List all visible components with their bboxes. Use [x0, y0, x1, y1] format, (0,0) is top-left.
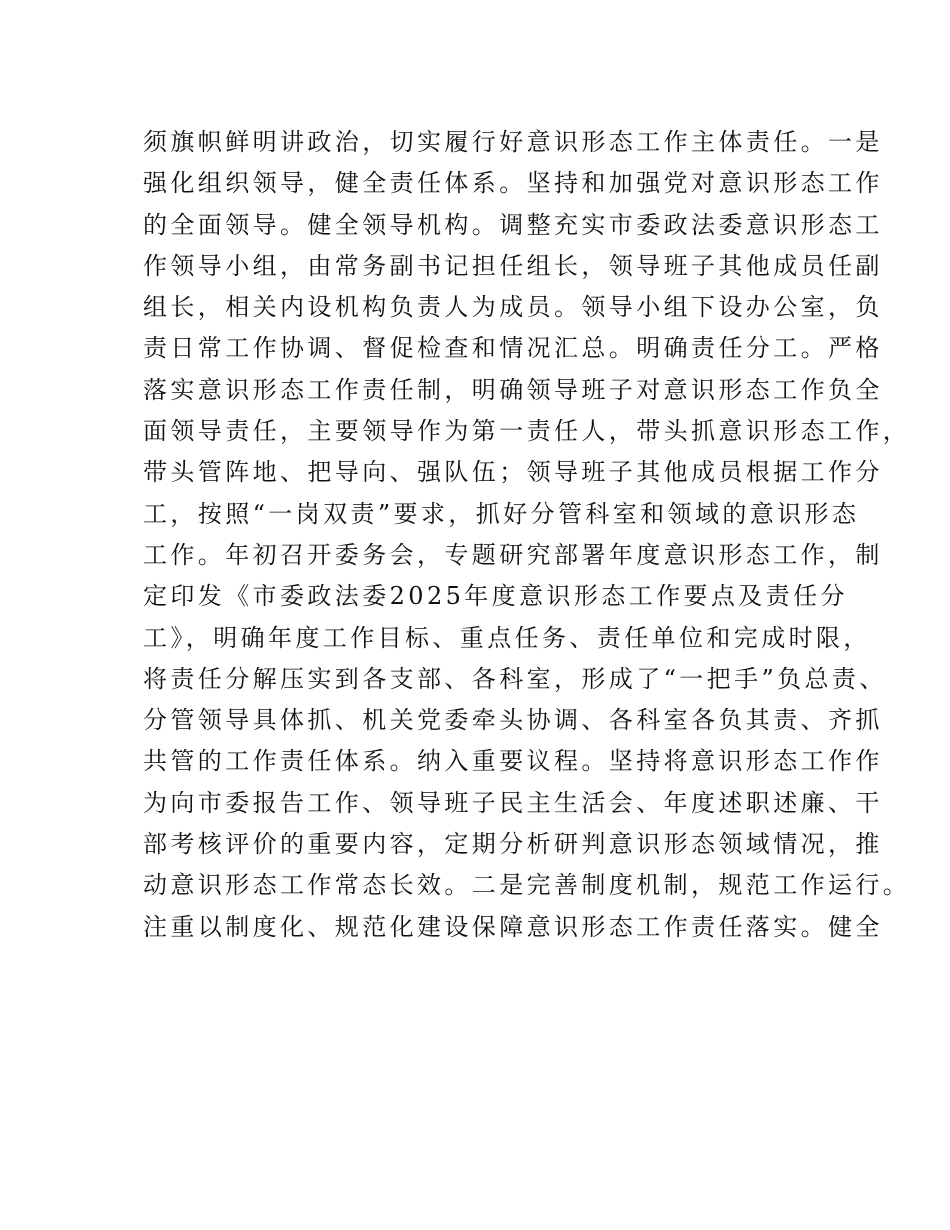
text-line: 将责任分解压实到各支部、各科室，形成了“一把手”负总责、: [143, 664, 887, 693]
text-line: 工作。年初召开委务会，专题研究部署年度意识形态工作，制: [143, 540, 883, 569]
text-line: 带头管阵地、把导向、强队伍；领导班子其他成员根据工作分: [143, 458, 883, 487]
text-line: 组长，相关内设机构负责人为成员。领导小组下设办公室，负: [143, 293, 883, 322]
text-line: 部考核评价的重要内容，定期分析研判意识形态领域情况，推: [143, 830, 883, 859]
text-line: 作领导小组，由常务副书记担任组长，领导班子其他成员任副: [143, 251, 883, 280]
body-text: [143, 122, 911, 948]
text-line: 为向市委报告工作、领导班子民主生活会、年度述职述廉、干: [143, 788, 883, 817]
text-line: 动意识形态工作常态长效。二是完善制度机制，规范工作运行。: [143, 871, 911, 900]
text-line: 责日常工作协调、督促检查和情况汇总。明确责任分工。严格: [143, 334, 883, 363]
text-line: 强化组织领导，健全责任体系。坚持和加强党对意识形态工作: [143, 169, 883, 198]
text-line: 注重以制度化、规范化建设保障意识形态工作责任落实。健全: [143, 912, 883, 941]
text-line: 工》，明确年度工作目标、重点任务、责任单位和完成时限，: [143, 623, 871, 652]
text-line: 工，按照“一岗双责”要求，抓好分管科室和领域的意识形态: [143, 499, 860, 528]
text-line: 共管的工作责任体系。纳入重要议程。坚持将意识形态工作作: [143, 747, 883, 776]
text-line: 面领导责任，主要领导作为第一责任人，带头抓意识形态工作，: [143, 417, 911, 446]
text-line: 分管领导具体抓、机关党委牵头协调、各科室各负其责、齐抓: [143, 706, 883, 735]
text-line: 落实意识形态工作责任制，明确领导班子对意识形态工作负全: [143, 375, 883, 404]
text-line: 的全面领导。健全领导机构。调整充实市委政法委意识形态工: [143, 210, 883, 239]
text-line: 定印发《市委政法委2025年度意识形态工作要点及责任分: [143, 582, 848, 611]
text-line: 须旗帜鲜明讲政治，切实履行好意识形态工作主体责任。一是: [143, 128, 883, 156]
